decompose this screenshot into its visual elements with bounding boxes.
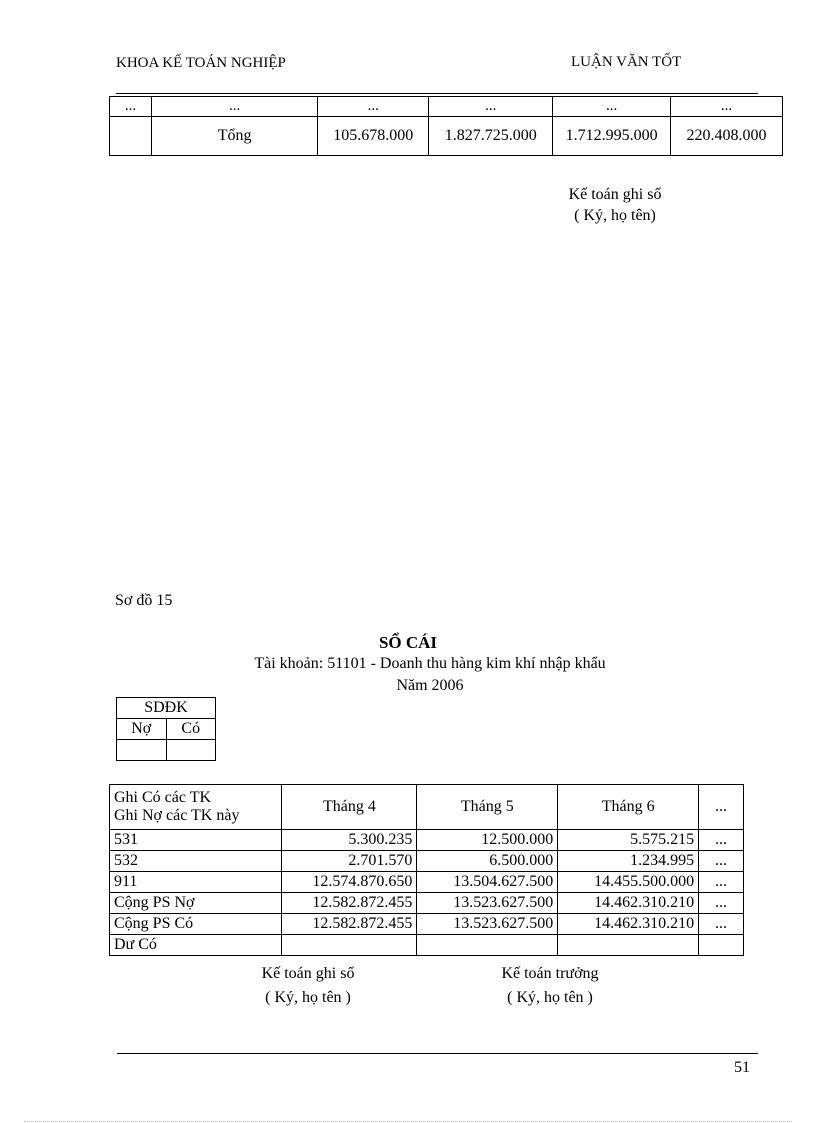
row-value: 12.582.872.455 <box>282 893 417 914</box>
sddk-credit-label: Có <box>166 719 216 740</box>
row-label: 911 <box>110 872 282 893</box>
header-thesis-title: LUẬN VĂN TỐT <box>571 54 682 70</box>
table-row <box>110 830 744 851</box>
sddk-header: SDĐK <box>117 698 216 719</box>
row-value: 5.575.215 <box>558 830 699 851</box>
signature-note: ( Ký, họ tên ) <box>507 989 593 1006</box>
sddk-credit-value <box>166 740 216 761</box>
ellipsis-cell: ... <box>553 97 671 117</box>
ledger-header-row <box>110 785 744 830</box>
ellipsis-cell: ... <box>151 97 317 117</box>
page-edge-divider <box>24 1121 792 1122</box>
signature-title: Kế toán ghi sổ <box>261 965 355 982</box>
diagram-label: Sơ đồ 15 <box>115 592 173 609</box>
row-value: 13.523.627.500 <box>417 893 558 914</box>
ledger-table <box>109 784 744 956</box>
row-label: 532 <box>110 851 282 872</box>
ellipsis-cell: ... <box>110 97 152 117</box>
signature-note: ( Ký, họ tên ) <box>265 989 351 1006</box>
ledger-subtitle: Tài khoản: 51101 - Doanh thu hàng kim khí nhập khẩu <box>254 655 606 672</box>
row-value: 13.504.627.500 <box>417 872 558 893</box>
total-value: 220.408.000 <box>671 117 783 156</box>
header-rule <box>116 93 758 94</box>
row-value: 6.500.000 <box>417 851 558 872</box>
row-value: ... <box>699 893 744 914</box>
table-row <box>110 872 744 893</box>
signer-block-top <box>520 184 710 226</box>
row-label: Cộng PS Nợ <box>110 893 282 914</box>
total-value: 105.678.000 <box>318 117 429 156</box>
row-value: 14.462.310.210 <box>558 893 699 914</box>
corner-line-1: Ghi Có các TK <box>114 789 212 806</box>
month-header: ... <box>699 785 744 830</box>
signer-title: Kế toán ghi sổ <box>568 186 662 203</box>
empty-cell <box>110 117 152 156</box>
table-row <box>110 97 783 117</box>
row-value: 2.701.570 <box>282 851 417 872</box>
total-row <box>110 117 783 156</box>
footer-rule <box>117 1053 758 1054</box>
row-value <box>417 935 558 956</box>
table-row <box>110 935 744 956</box>
sddk-debit-label: Nợ <box>117 719 167 740</box>
table-row <box>117 719 216 740</box>
month-header: Tháng 6 <box>558 785 699 830</box>
row-value: 1.234.995 <box>558 851 699 872</box>
ledger-year: Năm 2006 <box>396 677 464 694</box>
ledger-corner-header <box>110 785 282 830</box>
ledger-title: SỔ CÁI <box>378 633 438 652</box>
table-row <box>110 893 744 914</box>
signature-title: Kế toán trưởng <box>501 965 599 982</box>
row-value: 14.462.310.210 <box>558 914 699 935</box>
ellipsis-cell: ... <box>671 97 783 117</box>
row-label: Dư Có <box>110 935 282 956</box>
summary-table <box>109 96 783 156</box>
total-label: Tổng <box>151 117 317 156</box>
header-department: KHOA KẾ TOÁN NGHIỆP <box>116 55 286 71</box>
row-value: ... <box>699 914 744 935</box>
row-value: 12.582.872.455 <box>282 914 417 935</box>
row-label: Cộng PS Có <box>110 914 282 935</box>
month-header: Tháng 4 <box>282 785 417 830</box>
month-header: Tháng 5 <box>417 785 558 830</box>
row-value: 12.500.000 <box>417 830 558 851</box>
corner-line-2: Ghi Nợ các TK này <box>114 807 240 824</box>
ellipsis-cell: ... <box>318 97 429 117</box>
table-row <box>117 698 216 719</box>
opening-balance-table <box>116 697 216 761</box>
row-value: 12.574.870.650 <box>282 872 417 893</box>
row-value <box>699 935 744 956</box>
row-value: 5.300.235 <box>282 830 417 851</box>
signature-chief-accountant <box>470 962 630 1010</box>
total-value: 1.827.725.000 <box>429 117 553 156</box>
row-value <box>282 935 417 956</box>
row-label: 531 <box>110 830 282 851</box>
row-value: ... <box>699 830 744 851</box>
table-row <box>117 740 216 761</box>
row-value: ... <box>699 872 744 893</box>
table-row <box>110 851 744 872</box>
signature-accountant <box>233 962 383 1010</box>
signer-note: ( Ký, họ tên) <box>574 207 656 224</box>
row-value: 14.455.500.000 <box>558 872 699 893</box>
ellipsis-cell: ... <box>429 97 553 117</box>
row-value: ... <box>699 851 744 872</box>
table-row <box>110 914 744 935</box>
row-value <box>558 935 699 956</box>
row-value: 13.523.627.500 <box>417 914 558 935</box>
sddk-debit-value <box>117 740 167 761</box>
page-number: 51 <box>734 1059 750 1076</box>
total-value: 1.712.995.000 <box>553 117 671 156</box>
